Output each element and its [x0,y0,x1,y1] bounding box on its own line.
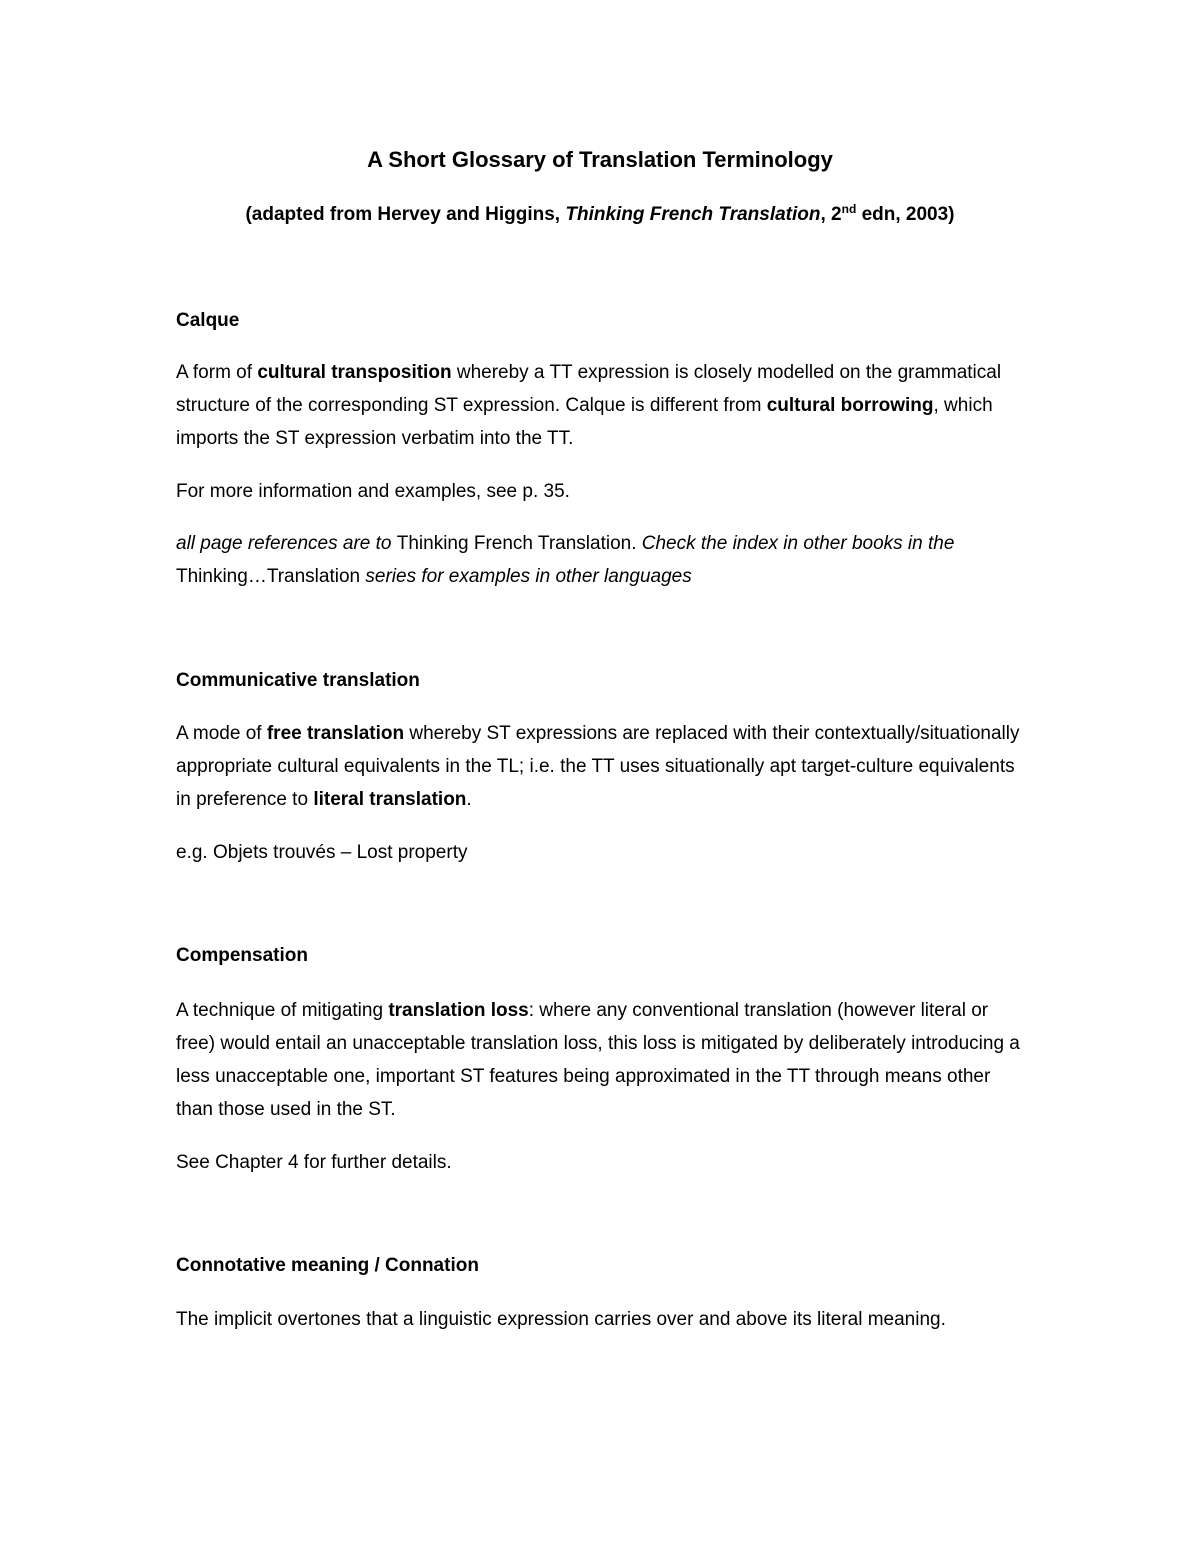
document-title: A Short Glossary of Translation Terminology [367,147,833,172]
note-series-title: Thinking…Translation [176,566,361,587]
term-heading-compensation: Compensation [176,945,308,966]
definition-compensation [176,994,1026,1126]
definition-text: , which imports the ST expression verbatim into the TT. [176,395,993,449]
document-subtitle [0,199,1200,231]
subtitle-close: edn, 2003) [856,204,955,225]
note-italic-text: Check the index in other books in the [636,533,955,554]
subtitle-comma: , 2 [820,204,842,225]
glossary-term-ref: cultural transposition [257,362,452,383]
more-info-calque: For more information and examples, see p. 35. [176,481,570,502]
definition-text: A form of [176,362,258,383]
definition-text: whereby ST expressions are replaced with their contextually/situationally appropriate cultural equivalents in the TL; i.e. the TT uses situationally apt target-culture equivalents in preference to [176,723,1020,810]
subtitle-open: (adapted from Hervey and Higgins, [245,204,566,225]
glossary-term-ref: free translation [266,723,405,744]
definition-text: The implicit overtones that a linguistic expression carries over and above its literal meaning. [176,1309,946,1330]
definition-text: A mode of [176,723,267,744]
term-heading-communicative-translation: Communicative translation [176,670,420,691]
term-heading-calque: Calque [176,310,240,331]
subtitle-ordinal: nd [841,202,857,216]
definition-text: whereby a TT expression is closely modelled on the grammatical structure of the corresponding ST expression. Calque is different from [176,362,1002,416]
definition-calque [176,356,1026,455]
note-book-title: Thinking French Translation. [396,533,637,554]
term-heading-connotative-meaning: Connotative meaning / Connation [176,1255,479,1276]
page-reference-note [176,527,1026,593]
definition-communicative-translation [176,717,1026,816]
definition-text: . [466,789,472,810]
more-info-compensation: See Chapter 4 for further details. [176,1152,452,1173]
note-italic-text: all page references are to [176,533,397,554]
note-italic-text: series for examples in other languages [360,566,692,587]
subtitle-book-title: Thinking French Translation [565,204,821,225]
glossary-term-ref: translation loss [388,1000,529,1021]
definition-connotative-meaning [176,1303,1026,1336]
definition-text: : where any conventional translation (however literal or free) would entail an unacceptable translation loss, this loss is mitigated by deliberately introducing a less unacceptable one, important ST features being approximated in the TT through means other than those used in the ST. [176,1000,1020,1120]
definition-text: A technique of mitigating [176,1000,389,1021]
glossary-term-ref: cultural borrowing [766,395,934,416]
example-communicative-translation: e.g. Objets trouvés – Lost property [176,842,468,863]
glossary-term-ref: literal translation [313,789,467,810]
